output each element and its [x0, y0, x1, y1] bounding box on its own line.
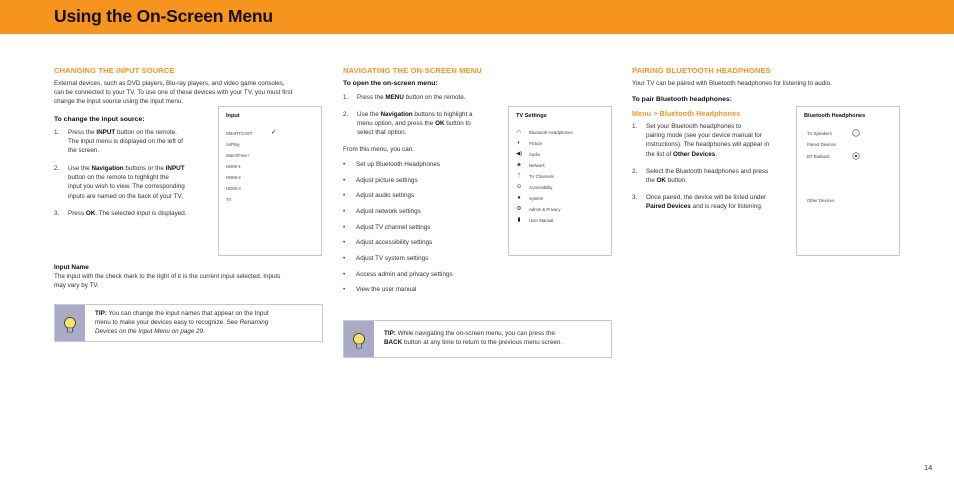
- step-body: [646, 122, 769, 159]
- step-line: instructions). The headphones will appear in: [646, 141, 770, 149]
- input-item-airplay[interactable]: AirPlay: [226, 142, 240, 147]
- input-step-2: [54, 164, 214, 204]
- step-line: Use the Navigation buttons or the INPUT: [68, 165, 185, 172]
- settings-item-label: Accessibility: [529, 185, 553, 190]
- step-body: [357, 93, 466, 102]
- menu-path: Menu > Bluetooth Headphones: [632, 109, 741, 118]
- tip-box-rename: [54, 304, 323, 342]
- step-number: 2.: [632, 168, 638, 175]
- page-title: Using the On-Screen Menu: [54, 6, 273, 26]
- step-line: inputs are named on the back of your TV.: [68, 192, 183, 200]
- step-body: [646, 167, 768, 185]
- settings-item-label: Network: [529, 163, 545, 168]
- pair-step-3: [632, 193, 792, 213]
- system-icon: ●: [517, 195, 521, 201]
- step-body: [357, 110, 473, 138]
- step-body: [646, 193, 766, 211]
- settings-item-label: Audio: [529, 152, 540, 157]
- step-number: 3.: [54, 210, 60, 217]
- step-line: Use the Navigation buttons to highlight a: [357, 111, 473, 118]
- radio-selected-icon: [852, 152, 860, 160]
- settings-item-label: TV Channels: [529, 174, 554, 179]
- section-heading-navigating: NAVIGATING THE ON-SCREEN MENU: [343, 66, 482, 75]
- accessibility-icon: ⊙: [516, 184, 522, 190]
- tip-line: menu to make your devices easy to recognize. See Renaming: [95, 319, 269, 327]
- input-name-desc: [54, 272, 330, 290]
- step-line: The input menu is displayed on the left of: [68, 138, 183, 146]
- input-item-tv[interactable]: TV: [226, 197, 232, 202]
- network-icon: ◈: [516, 162, 522, 168]
- step-line: menu option, and press the OK button to: [357, 120, 471, 128]
- pair-step-2: [632, 167, 792, 187]
- step-line: Paired Devices and is ready for listening.: [646, 203, 763, 211]
- step-line: pairing mode (see your device manual for: [646, 132, 762, 140]
- intro-line: can be connected to your TV. To use one of these devices with your TV, you must first: [54, 89, 293, 97]
- input-name-heading: Input Name: [54, 264, 89, 271]
- audio-icon: ◀): [515, 151, 523, 157]
- step-line: Once paired, the device will be listed under: [646, 194, 767, 201]
- step-body: [68, 164, 185, 201]
- page-number: 14: [924, 463, 933, 472]
- bt-item-label: BT Earbuds: [807, 154, 830, 159]
- pair-subhead: To pair Bluetooth headphones:: [632, 96, 732, 103]
- bluetooth-headphones-panel: [796, 106, 900, 256]
- tv-settings-panel: [508, 106, 612, 256]
- step-line: button on the remote to highlight the: [68, 174, 169, 182]
- tip-icon-box: [55, 305, 85, 341]
- intro-line: change the input source using the input menu.: [54, 98, 184, 106]
- other-devices-heading: Other Devices: [807, 198, 835, 203]
- tip-line: TIP: You can change the input names that appear on the Input: [95, 310, 269, 317]
- step-number: 2.: [54, 165, 60, 172]
- settings-item-label: System: [529, 196, 544, 201]
- input-source-intro: [54, 79, 330, 107]
- tip-box-back: [343, 320, 612, 358]
- bluetooth-panel-title: Bluetooth Headphones: [804, 113, 866, 119]
- headphones-icon: ∩: [517, 129, 521, 135]
- from-menu-text: From this menu, you can:: [343, 146, 415, 153]
- tv-settings-title: TV Settings: [516, 113, 547, 119]
- section-heading-input-source: CHANGING THE INPUT SOURCE: [54, 66, 175, 75]
- bt-item-label: TV Speakers: [807, 131, 832, 136]
- tip-line: TIP: While navigating the on-screen menu, you can press the: [384, 330, 555, 337]
- page-header: [0, 0, 954, 34]
- settings-item-label: Admin & Privacy: [529, 207, 561, 212]
- step-number: 3.: [632, 194, 638, 201]
- input-source-subhead: To change the input source:: [54, 116, 145, 123]
- section-heading-bluetooth: PAIRING BLUETOOTH HEADPHONES: [632, 66, 771, 75]
- picture-icon: ◐: [517, 140, 521, 146]
- settings-item-label: User Manual: [529, 218, 554, 223]
- admin-privacy-icon: ⚙: [516, 206, 522, 212]
- tip-text: [95, 309, 317, 337]
- tip-line: Devices on the Input Menu on page 29.: [95, 328, 205, 336]
- menu-step-1: [343, 93, 503, 103]
- desc-line: may vary by TV.: [54, 282, 99, 290]
- step-body: [68, 209, 187, 218]
- step-line: the screen.: [68, 147, 100, 155]
- open-menu-subhead: To open the on-screen menu:: [343, 80, 438, 87]
- radio-empty-icon: [852, 129, 860, 137]
- input-menu-panel: [218, 106, 322, 256]
- step-number: 1.: [632, 123, 638, 130]
- desc-line: The input with the check mark to the right of it is the current input selected. Inputs: [54, 273, 281, 280]
- settings-item-label: Bluetooth Headphones: [529, 130, 573, 135]
- lightbulb-icon: [344, 321, 374, 359]
- step-line: Set your Bluetooth headphones to: [646, 123, 742, 130]
- input-menu-title: Input: [226, 113, 240, 119]
- input-item-hdmi-2[interactable]: HDMI-2: [226, 175, 241, 180]
- input-item-hdmi-3[interactable]: HDMI-3: [226, 186, 241, 191]
- tip-line: BACK button at any time to return to the previous menu screen.: [384, 339, 563, 347]
- input-step-1: [54, 128, 214, 158]
- step-number: 1.: [343, 94, 349, 101]
- step-line: the list of Other Devices.: [646, 150, 718, 158]
- pair-step-1: [632, 122, 792, 162]
- step-number: 1.: [54, 129, 60, 136]
- tip-text: [384, 329, 609, 347]
- step-line: select that option.: [357, 129, 407, 137]
- step-line: Press the MENU button on the remote.: [357, 94, 466, 101]
- input-item-smartcast[interactable]: SMARTCAST: [226, 131, 253, 136]
- step-number: 2.: [343, 111, 349, 118]
- bluetooth-intro: Your TV can be paired with Bluetooth headphones for listening to audio.: [632, 80, 832, 87]
- antenna-icon: ᛉ: [517, 173, 521, 179]
- step-line: Select the Bluetooth headphones and press: [646, 168, 769, 175]
- checkmark-icon: ✓: [271, 129, 277, 136]
- step-line: Press OK. The selected input is displayed.: [68, 210, 187, 217]
- tip-icon-box: [344, 321, 374, 357]
- intro-line: External devices, such as DVD players, Blu-ray players, and video game consoles,: [54, 80, 285, 87]
- step-line: the OK button.: [646, 177, 687, 185]
- step-body: [68, 128, 183, 156]
- input-step-3: [54, 209, 214, 221]
- input-item-watchfree[interactable]: WatchFree+: [226, 153, 250, 158]
- lightbulb-icon: [55, 305, 85, 343]
- settings-item-label: Picture: [529, 141, 543, 146]
- menu-step-2: [343, 110, 503, 138]
- step-line: Press the INPUT button on the remote.: [68, 129, 177, 136]
- paired-devices-heading: Paired Devices: [807, 142, 836, 147]
- input-item-hdmi-1[interactable]: HDMI-1: [226, 164, 241, 169]
- step-line: input you wish to view. The corresponding: [68, 183, 185, 191]
- user-manual-icon: ▮: [517, 217, 521, 223]
